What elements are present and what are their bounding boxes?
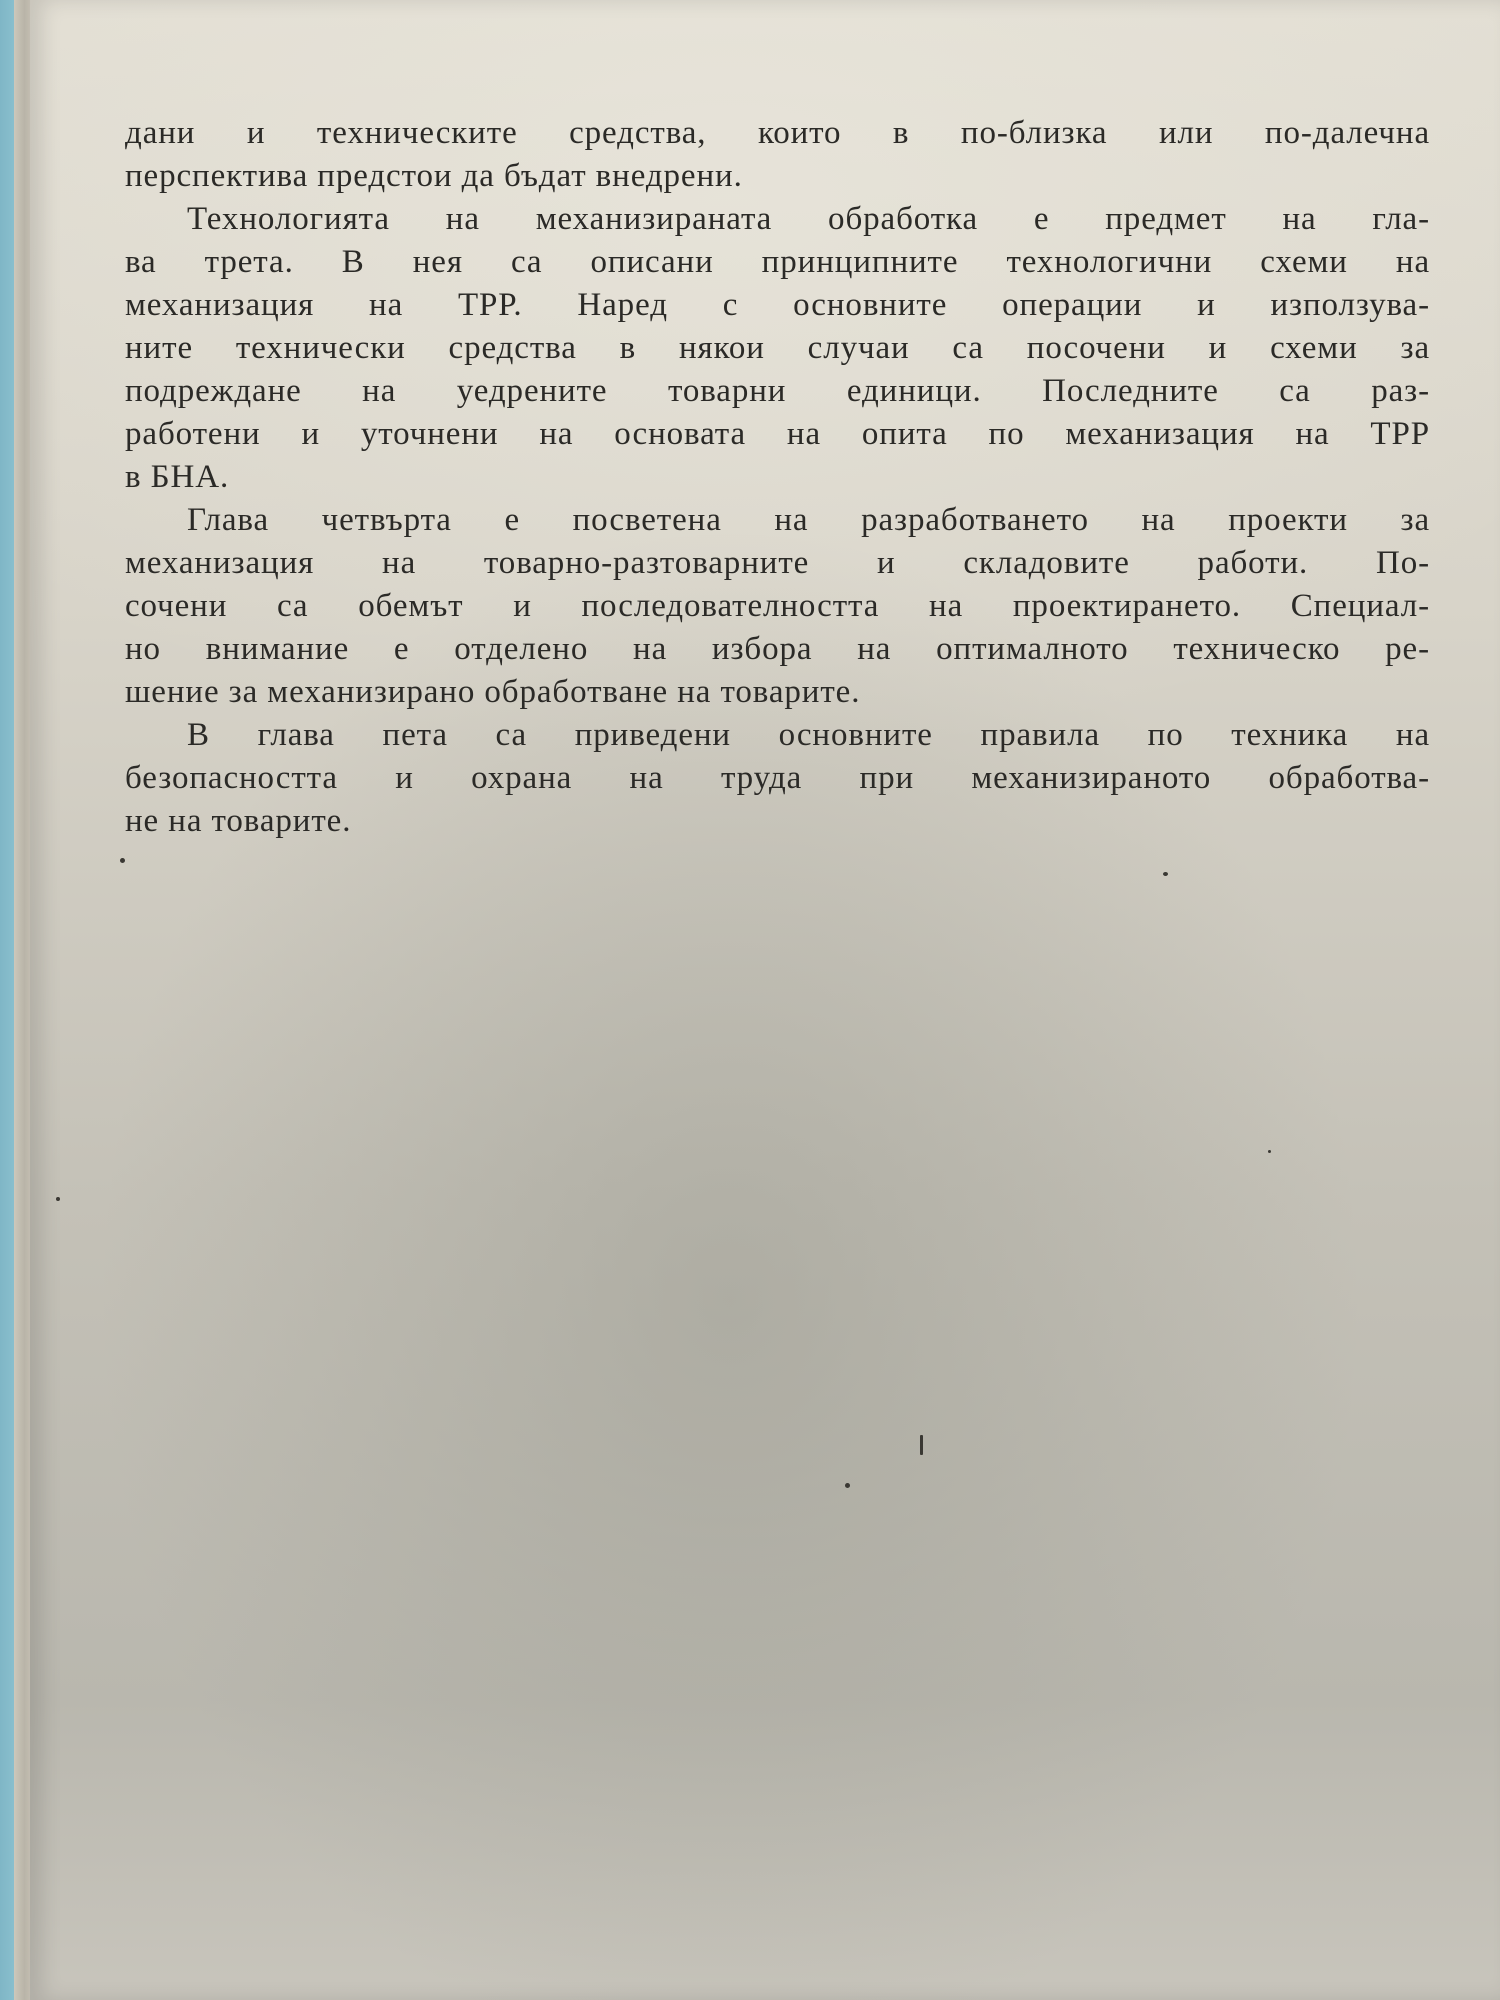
text-line: В глава пета са приведени основните правила по техника на (187, 717, 1430, 753)
text-line: перспектива предстои да бъдат внедрени. (125, 158, 743, 194)
paragraph-1 (125, 112, 1430, 198)
text-line: Технологията на механизираната обработка е предмет на гла- (187, 201, 1430, 237)
body-text (125, 112, 1430, 843)
text-line: работени и уточнени на основата на опита по механизация на ТРР (125, 416, 1430, 452)
paper-speck (845, 1483, 850, 1488)
text-line: но внимание е отделено на избора на оптималното техническо ре- (125, 631, 1430, 667)
paper-speck (920, 1435, 923, 1455)
text-line: сочени са обемът и последователността на проектирането. Специал- (125, 588, 1430, 624)
text-line: подреждане на уедрените товарни единици. Последните са раз- (125, 373, 1430, 409)
text-line: ва трета. В нея са описани принципните технологични схеми на (125, 244, 1430, 280)
text-line: не на товарите. (125, 803, 352, 839)
text-line: механизация на ТРР. Наред с основните операции и използува- (125, 287, 1430, 323)
paragraph-3 (125, 499, 1430, 714)
paragraph-4 (125, 714, 1430, 843)
text-line: в БНА. (125, 459, 230, 495)
text-line: дани и техническите средства, които в по-близка или по-далечна (125, 115, 1430, 151)
text-line: шение за механизирано обработване на товарите. (125, 674, 861, 710)
text-line: Глава четвърта е посветена на разработването на проекти за (187, 502, 1430, 538)
text-line: безопасността и охрана на труда при механизираното обработва- (125, 760, 1430, 796)
paper-speck (1268, 1150, 1271, 1153)
book-page (30, 0, 1500, 2000)
text-line: механизация на товарно-разтоварните и складовите работи. По- (125, 545, 1430, 581)
text-line: ните технически средства в някои случаи са посочени и схеми за (125, 330, 1430, 366)
paper-speck (120, 858, 125, 863)
paper-speck (56, 1197, 60, 1201)
paragraph-2 (125, 198, 1430, 499)
paper-speck (1163, 872, 1168, 876)
